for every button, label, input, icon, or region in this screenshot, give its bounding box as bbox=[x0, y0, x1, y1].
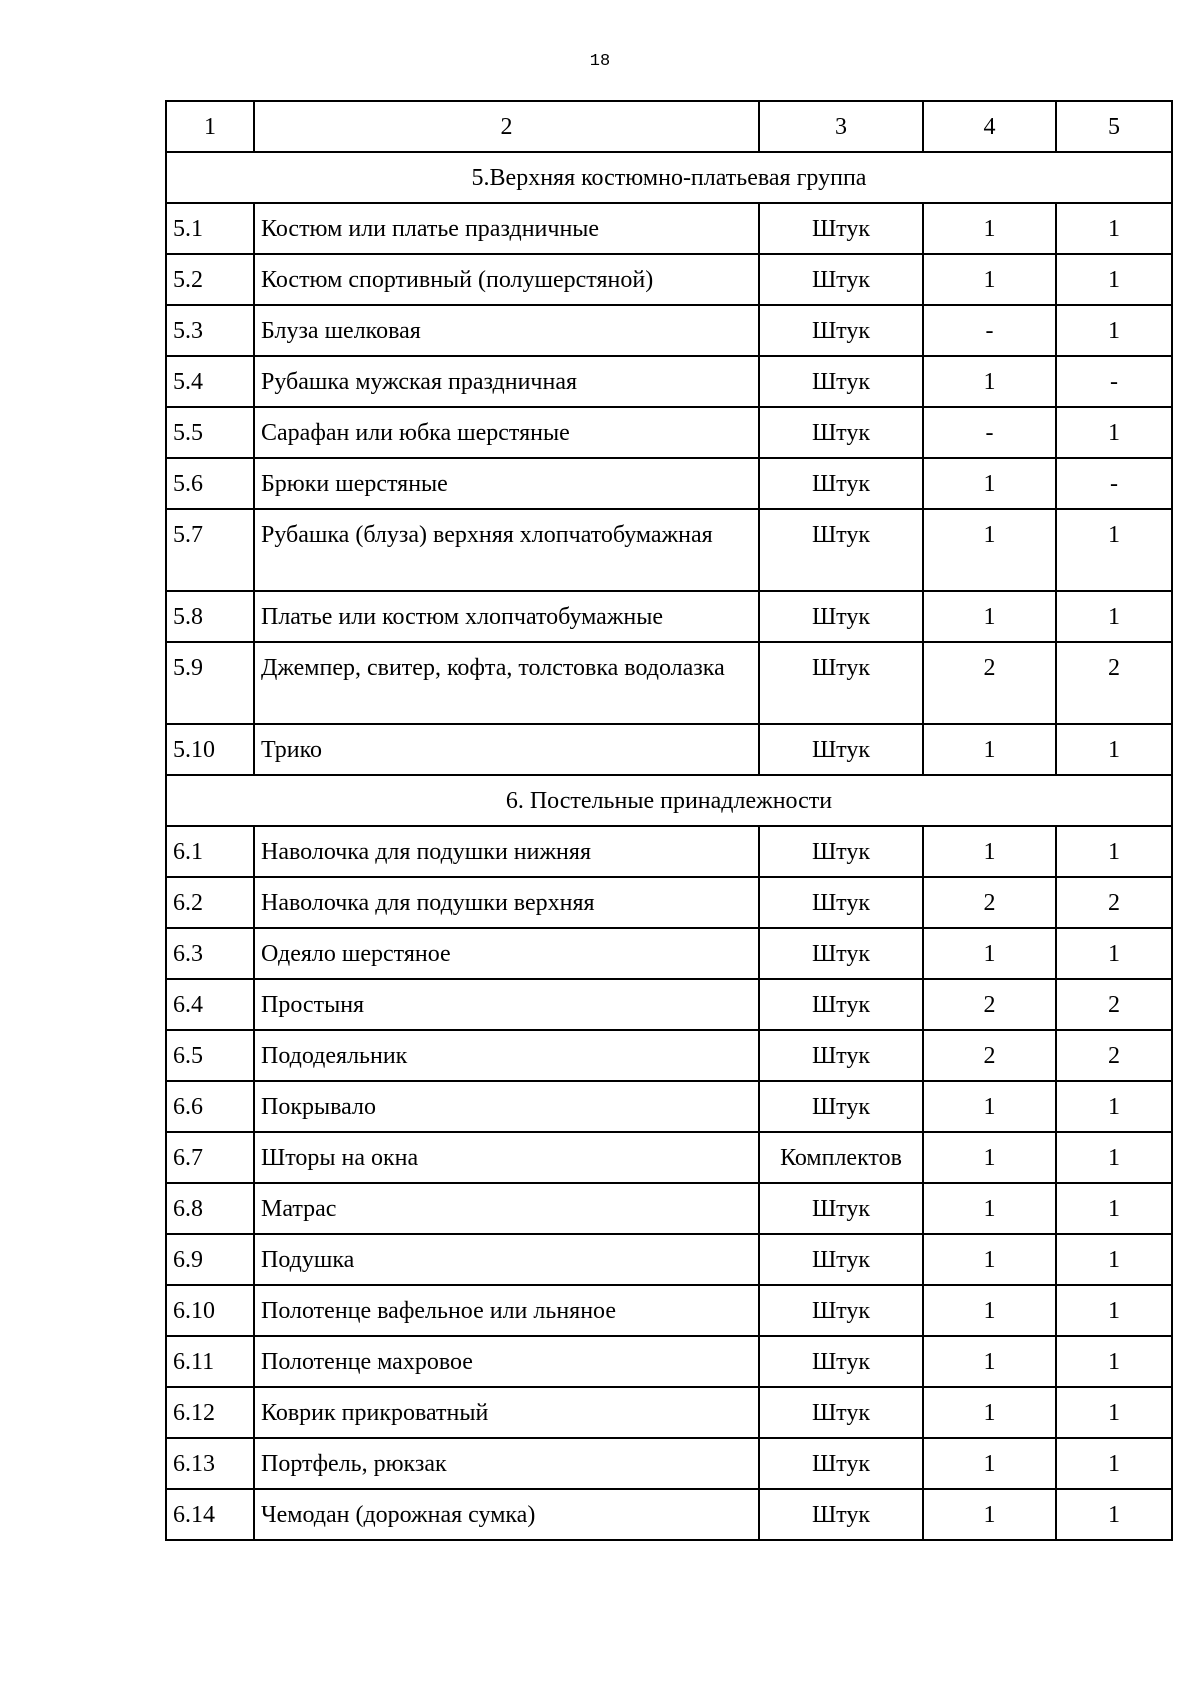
item-name: Брюки шерстяные bbox=[254, 458, 759, 509]
table-row bbox=[166, 407, 1172, 458]
row-number: 6.2 bbox=[166, 877, 254, 928]
row-number: 6.4 bbox=[166, 979, 254, 1030]
table-row bbox=[166, 1387, 1172, 1438]
quantity-column-4: 1 bbox=[923, 1132, 1056, 1183]
page-number: 18 bbox=[589, 52, 611, 71]
table-row bbox=[166, 203, 1172, 254]
quantity-column-5: 2 bbox=[1056, 877, 1172, 928]
row-number: 5.6 bbox=[166, 458, 254, 509]
quantity-column-4: 1 bbox=[923, 928, 1056, 979]
item-name: Простыня bbox=[254, 979, 759, 1030]
quantity-column-5: 1 bbox=[1056, 591, 1172, 642]
table-row bbox=[166, 509, 1172, 591]
section-row bbox=[166, 775, 1172, 826]
item-name: Портфель, рюкзак bbox=[254, 1438, 759, 1489]
quantity-column-5: 1 bbox=[1056, 724, 1172, 775]
quantity-column-4: - bbox=[923, 305, 1056, 356]
item-name: Наволочка для подушки нижняя bbox=[254, 826, 759, 877]
row-number: 6.7 bbox=[166, 1132, 254, 1183]
quantity-column-4: 1 bbox=[923, 1081, 1056, 1132]
item-name: Блуза шелковая bbox=[254, 305, 759, 356]
row-number: 6.9 bbox=[166, 1234, 254, 1285]
column-header: 4 bbox=[923, 101, 1056, 152]
quantity-column-5: 1 bbox=[1056, 1081, 1172, 1132]
column-header: 2 bbox=[254, 101, 759, 152]
table-row bbox=[166, 305, 1172, 356]
row-number: 6.6 bbox=[166, 1081, 254, 1132]
row-number: 6.3 bbox=[166, 928, 254, 979]
item-name: Одеяло шерстяное bbox=[254, 928, 759, 979]
item-name: Полотенце вафельное или льняное bbox=[254, 1285, 759, 1336]
item-name: Платье или костюм хлопчатобумажные bbox=[254, 591, 759, 642]
column-header: 1 bbox=[166, 101, 254, 152]
row-number: 5.7 bbox=[166, 509, 254, 591]
item-name: Подушка bbox=[254, 1234, 759, 1285]
unit-of-measure: Штук bbox=[759, 1489, 923, 1540]
unit-of-measure: Штук bbox=[759, 979, 923, 1030]
row-number: 6.14 bbox=[166, 1489, 254, 1540]
unit-of-measure: Штук bbox=[759, 724, 923, 775]
quantity-column-5: 1 bbox=[1056, 1132, 1172, 1183]
unit-of-measure: Штук bbox=[759, 1081, 923, 1132]
unit-of-measure: Штук bbox=[759, 1234, 923, 1285]
table-row bbox=[166, 1285, 1172, 1336]
table-row bbox=[166, 1132, 1172, 1183]
unit-of-measure: Штук bbox=[759, 356, 923, 407]
quantity-column-5: 1 bbox=[1056, 407, 1172, 458]
section-title: 6. Постельные принадлежности bbox=[166, 775, 1172, 826]
unit-of-measure: Штук bbox=[759, 1438, 923, 1489]
table-row bbox=[166, 928, 1172, 979]
quantity-column-5: 1 bbox=[1056, 1489, 1172, 1540]
item-name: Наволочка для подушки верхняя bbox=[254, 877, 759, 928]
table-row bbox=[166, 1489, 1172, 1540]
table-row bbox=[166, 642, 1172, 724]
quantity-column-5: 1 bbox=[1056, 1234, 1172, 1285]
table-row bbox=[166, 458, 1172, 509]
unit-of-measure: Комплектов bbox=[759, 1132, 923, 1183]
row-number: 6.8 bbox=[166, 1183, 254, 1234]
item-name: Рубашка (блуза) верхняя хлопчатобумажная bbox=[254, 509, 759, 591]
quantity-column-5: - bbox=[1056, 356, 1172, 407]
unit-of-measure: Штук bbox=[759, 826, 923, 877]
item-name: Джемпер, свитер, кофта, толстовка водолазка bbox=[254, 642, 759, 724]
quantity-column-5: 1 bbox=[1056, 826, 1172, 877]
quantity-column-4: - bbox=[923, 407, 1056, 458]
item-name: Коврик прикроватный bbox=[254, 1387, 759, 1438]
row-number: 5.10 bbox=[166, 724, 254, 775]
item-name: Шторы на окна bbox=[254, 1132, 759, 1183]
quantity-column-5: 1 bbox=[1056, 509, 1172, 591]
quantity-column-5: 2 bbox=[1056, 642, 1172, 724]
unit-of-measure: Штук bbox=[759, 458, 923, 509]
table-row bbox=[166, 1336, 1172, 1387]
quantity-column-4: 1 bbox=[923, 1285, 1056, 1336]
row-number: 5.3 bbox=[166, 305, 254, 356]
row-number: 6.11 bbox=[166, 1336, 254, 1387]
table-row bbox=[166, 1234, 1172, 1285]
quantity-column-5: 1 bbox=[1056, 928, 1172, 979]
item-name: Полотенце махровое bbox=[254, 1336, 759, 1387]
row-number: 6.5 bbox=[166, 1030, 254, 1081]
quantity-column-5: 1 bbox=[1056, 1438, 1172, 1489]
quantity-column-4: 2 bbox=[923, 1030, 1056, 1081]
unit-of-measure: Штук bbox=[759, 642, 923, 724]
item-name: Сарафан или юбка шерстяные bbox=[254, 407, 759, 458]
row-number: 5.2 bbox=[166, 254, 254, 305]
quantity-column-4: 1 bbox=[923, 826, 1056, 877]
quantity-column-4: 1 bbox=[923, 458, 1056, 509]
norms-table bbox=[165, 100, 1173, 1541]
row-number: 5.9 bbox=[166, 642, 254, 724]
quantity-column-5: 2 bbox=[1056, 979, 1172, 1030]
row-number: 5.8 bbox=[166, 591, 254, 642]
item-name: Чемодан (дорожная сумка) bbox=[254, 1489, 759, 1540]
unit-of-measure: Штук bbox=[759, 928, 923, 979]
unit-of-measure: Штук bbox=[759, 509, 923, 591]
table-row bbox=[166, 1030, 1172, 1081]
quantity-column-5: 1 bbox=[1056, 305, 1172, 356]
section-row bbox=[166, 152, 1172, 203]
quantity-column-4: 1 bbox=[923, 1234, 1056, 1285]
quantity-column-4: 1 bbox=[923, 356, 1056, 407]
table-row bbox=[166, 591, 1172, 642]
quantity-column-4: 1 bbox=[923, 1183, 1056, 1234]
unit-of-measure: Штук bbox=[759, 1387, 923, 1438]
item-name: Покрывало bbox=[254, 1081, 759, 1132]
quantity-column-4: 2 bbox=[923, 979, 1056, 1030]
table-row bbox=[166, 254, 1172, 305]
column-header: 3 bbox=[759, 101, 923, 152]
unit-of-measure: Штук bbox=[759, 877, 923, 928]
quantity-column-4: 1 bbox=[923, 254, 1056, 305]
quantity-column-5: 1 bbox=[1056, 254, 1172, 305]
table-row bbox=[166, 979, 1172, 1030]
unit-of-measure: Штук bbox=[759, 591, 923, 642]
item-name: Костюм или платье праздничные bbox=[254, 203, 759, 254]
quantity-column-5: 1 bbox=[1056, 1336, 1172, 1387]
unit-of-measure: Штук bbox=[759, 1285, 923, 1336]
quantity-column-4: 1 bbox=[923, 591, 1056, 642]
unit-of-measure: Штук bbox=[759, 1183, 923, 1234]
table-row bbox=[166, 1438, 1172, 1489]
unit-of-measure: Штук bbox=[759, 305, 923, 356]
quantity-column-5: 1 bbox=[1056, 1285, 1172, 1336]
quantity-column-5: 2 bbox=[1056, 1030, 1172, 1081]
item-name: Пододеяльник bbox=[254, 1030, 759, 1081]
table-body bbox=[166, 152, 1172, 1540]
row-number: 5.4 bbox=[166, 356, 254, 407]
quantity-column-5: 1 bbox=[1056, 1183, 1172, 1234]
row-number: 6.10 bbox=[166, 1285, 254, 1336]
row-number: 6.1 bbox=[166, 826, 254, 877]
quantity-column-4: 1 bbox=[923, 1489, 1056, 1540]
row-number: 6.12 bbox=[166, 1387, 254, 1438]
item-name: Матрас bbox=[254, 1183, 759, 1234]
unit-of-measure: Штук bbox=[759, 1030, 923, 1081]
table-row bbox=[166, 1081, 1172, 1132]
column-header: 5 bbox=[1056, 101, 1172, 152]
quantity-column-4: 1 bbox=[923, 1336, 1056, 1387]
item-name: Костюм спортивный (полушерстяной) bbox=[254, 254, 759, 305]
quantity-column-4: 1 bbox=[923, 509, 1056, 591]
unit-of-measure: Штук bbox=[759, 407, 923, 458]
unit-of-measure: Штук bbox=[759, 1336, 923, 1387]
quantity-column-4: 1 bbox=[923, 1438, 1056, 1489]
row-number: 6.13 bbox=[166, 1438, 254, 1489]
table-row bbox=[166, 877, 1172, 928]
quantity-column-5: 1 bbox=[1056, 203, 1172, 254]
row-number: 5.1 bbox=[166, 203, 254, 254]
table-row bbox=[166, 724, 1172, 775]
quantity-column-4: 2 bbox=[923, 642, 1056, 724]
unit-of-measure: Штук bbox=[759, 254, 923, 305]
item-name: Трико bbox=[254, 724, 759, 775]
table-row bbox=[166, 1183, 1172, 1234]
quantity-column-4: 2 bbox=[923, 877, 1056, 928]
section-title: 5.Верхняя костюмно-платьевая группа bbox=[166, 152, 1172, 203]
quantity-column-5: 1 bbox=[1056, 1387, 1172, 1438]
unit-of-measure: Штук bbox=[759, 203, 923, 254]
item-name: Рубашка мужская праздничная bbox=[254, 356, 759, 407]
row-number: 5.5 bbox=[166, 407, 254, 458]
quantity-column-4: 1 bbox=[923, 203, 1056, 254]
quantity-column-4: 1 bbox=[923, 1387, 1056, 1438]
quantity-column-4: 1 bbox=[923, 724, 1056, 775]
table-row bbox=[166, 356, 1172, 407]
quantity-column-5: - bbox=[1056, 458, 1172, 509]
table-row bbox=[166, 826, 1172, 877]
column-number-row bbox=[166, 101, 1172, 152]
